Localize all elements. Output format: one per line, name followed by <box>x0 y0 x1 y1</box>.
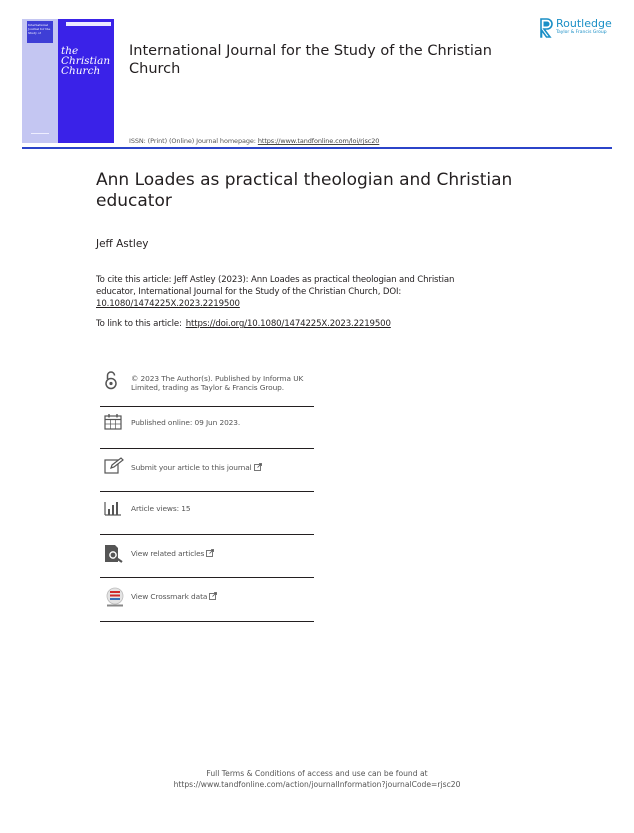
crossmark-link[interactable]: View Crossmark data <box>131 592 208 601</box>
article-title: Ann Loades as practical theologian and Christian educator <box>96 170 513 211</box>
terms-text: Full Terms & Conditions of access and use can be found at <box>206 769 428 778</box>
terms-url[interactable]: https://www.tandfonline.com/action/journalInformation?journalCode=rjsc20 <box>173 780 461 789</box>
header-rule <box>22 147 612 149</box>
license-row <box>100 366 314 407</box>
bar-chart-icon <box>104 500 122 518</box>
doi-link[interactable]: 10.1080/1474225X.2023.2219500 <box>96 299 240 309</box>
journal-cover <box>22 19 114 143</box>
article-doi-url[interactable]: https://doi.org/10.1080/1474225X.2023.2219500 <box>185 319 391 329</box>
article-views-text: Article views: 15 <box>131 504 191 513</box>
article-link-line <box>96 319 391 329</box>
cover-spine-text: International Journal for the Study of <box>28 23 51 35</box>
publisher-name: Routledge <box>556 17 612 30</box>
issn-text: ISSN: (Print) (Online) Journal homepage: <box>129 137 258 145</box>
external-link-icon <box>254 463 262 473</box>
article-author: Jeff Astley <box>96 238 149 250</box>
article-info-list <box>100 366 314 622</box>
routledge-logo[interactable] <box>540 18 612 38</box>
open-access-icon <box>104 370 118 392</box>
crossmark-icon <box>104 586 126 610</box>
search-document-icon <box>104 544 124 565</box>
terms-footer <box>0 768 634 790</box>
edit-icon <box>104 457 124 476</box>
cite-text: Jeff Astley (2023): Ann Loades as practical theologian and Christian educator, International Journal for the Study of the Christian Church, DOI: <box>96 275 455 297</box>
published-row <box>100 407 314 449</box>
link-label: To link to this article: <box>96 319 182 329</box>
cite-label: To cite this article: <box>96 275 172 285</box>
cover-front <box>58 19 114 143</box>
publisher-tagline: Taylor & Francis Group <box>556 30 607 35</box>
related-articles-link[interactable]: View related articles <box>131 549 205 558</box>
cover-spine <box>22 19 58 143</box>
calendar-icon <box>104 413 122 432</box>
external-link-icon <box>206 549 214 559</box>
citation-block <box>96 274 496 310</box>
submit-article-link[interactable]: Submit your article to this journal <box>131 463 252 472</box>
routledge-logo-icon <box>540 18 553 38</box>
external-link-icon <box>209 592 217 602</box>
submit-article-row[interactable] <box>100 449 314 492</box>
cover-spine-label <box>27 21 53 43</box>
cover-title: the Christian Church <box>61 45 111 77</box>
related-articles-row[interactable] <box>100 535 314 578</box>
crossmark-row[interactable] <box>100 578 314 622</box>
published-date-text: Published online: 09 Jun 2023. <box>131 418 241 427</box>
issn-line <box>129 137 379 145</box>
journal-homepage-link[interactable]: https://www.tandfonline.com/loi/rjsc20 <box>257 137 380 145</box>
license-text: © 2023 The Author(s). Published by Informa UK Limited, trading as Taylor & Francis Group. <box>131 374 304 392</box>
article-views-row <box>100 492 314 535</box>
journal-title: International Journal for the Study of the Christian Church <box>129 43 492 77</box>
